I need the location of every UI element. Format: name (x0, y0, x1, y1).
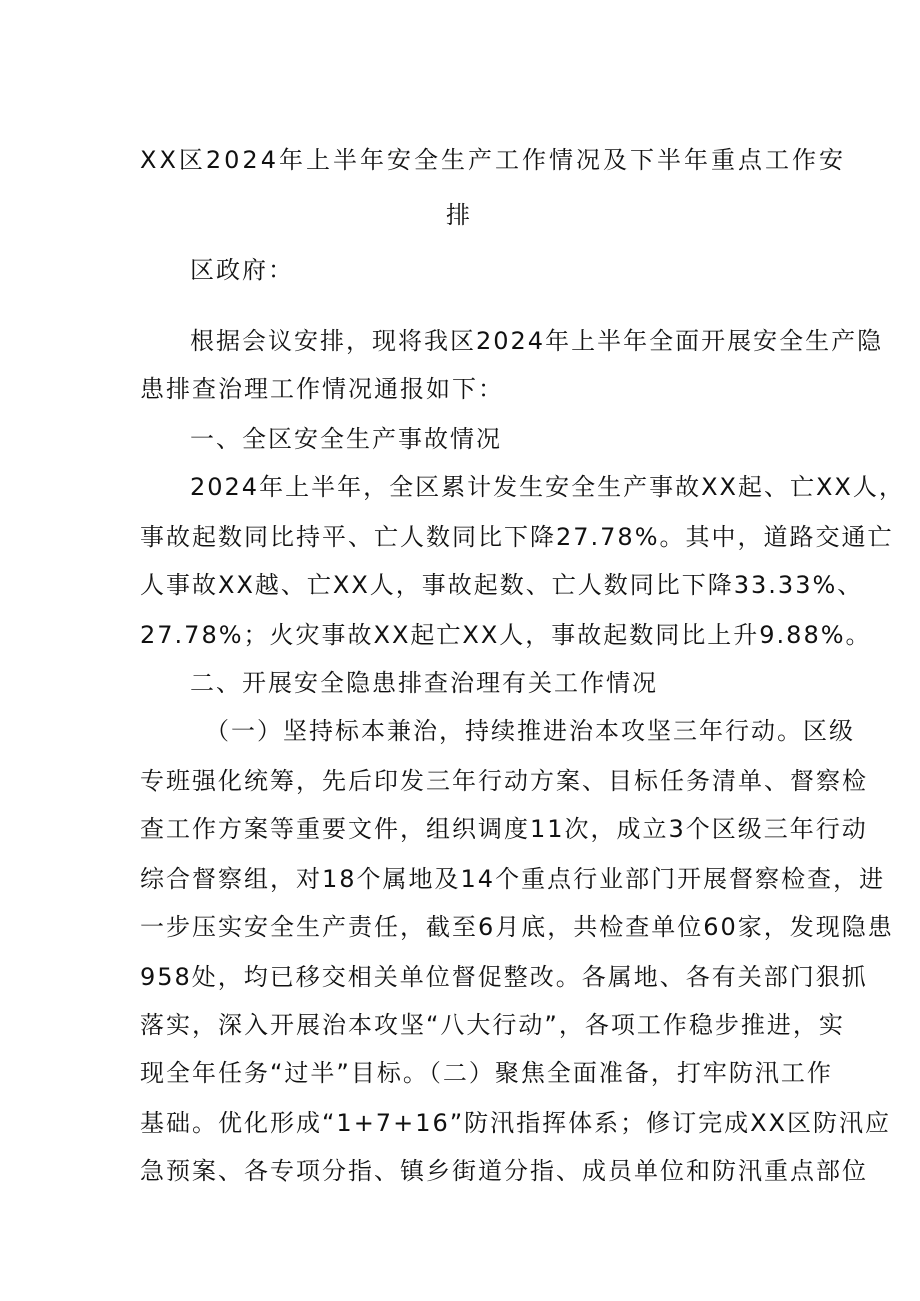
section-1-paragraph-line: 2024年上半年，全区累计发生安全生产事故XX起、亡XX人， (190, 473, 905, 501)
section-2-paragraph-line: （一）坚持标本兼治，持续推进治本攻坚三年行动。区级 (205, 717, 855, 745)
document-title-line-2: 排 (446, 201, 473, 229)
salutation: 区政府： (190, 256, 294, 284)
section-2-paragraph-line: 落实，深入开展治本攻坚“八大行动”，各项工作稳步推进，实 (140, 1011, 845, 1039)
document-title-line-1: XX区2024年上半年安全生产工作情况及下半年重点工作安 (140, 146, 846, 174)
section-1-paragraph-line: 事故起数同比持平、亡人数同比下降27.78%。其中，道路交通亡 (140, 523, 894, 551)
section-2-paragraph-line: 现全年任务“过半”目标。（二）聚焦全面准备，打牢防汛工作 (140, 1059, 833, 1087)
intro-line: 根据会议安排，现将我区2024年上半年全面开展安全生产隐 (190, 327, 884, 355)
section-1-heading: 一、全区安全生产事故情况 (190, 425, 502, 453)
section-1-paragraph-line: 27.78%；火灾事故XX起亡XX人，事故起数同比上升9.88%。 (140, 621, 872, 649)
section-2-paragraph-line: 综合督察组，对18个属地及14个重点行业部门开展督察检查，进 (140, 865, 886, 893)
section-2-heading: 二、开展安全隐患排查治理有关工作情况 (190, 669, 658, 697)
intro-line: 患排查治理工作情况通报如下： (140, 375, 504, 403)
section-2-paragraph-line: 急预案、各专项分指、镇乡街道分指、成员单位和防汛重点部位 (140, 1157, 868, 1185)
section-2-paragraph-line: 查工作方案等重要文件，组织调度11次，成立3个区级三年行动 (140, 815, 868, 843)
section-1-paragraph-line: 人事故XX越、亡XX人，事故起数、亡人数同比下降33.33%、 (140, 571, 864, 599)
section-2-paragraph-line: 一步压实安全生产责任，截至6月底，共检查单位60家，发现隐患 (140, 913, 894, 941)
section-2-paragraph-line: 专班强化统筹，先后印发三年行动方案、目标任务清单、督察检 (140, 767, 868, 795)
section-2-paragraph-line: 958处，均已移交相关单位督促整改。各属地、各有关部门狠抓 (140, 963, 868, 991)
section-2-paragraph-line: 基础。优化形成“1+7+16”防汛指挥体系；修订完成XX区防汛应 (140, 1109, 892, 1137)
